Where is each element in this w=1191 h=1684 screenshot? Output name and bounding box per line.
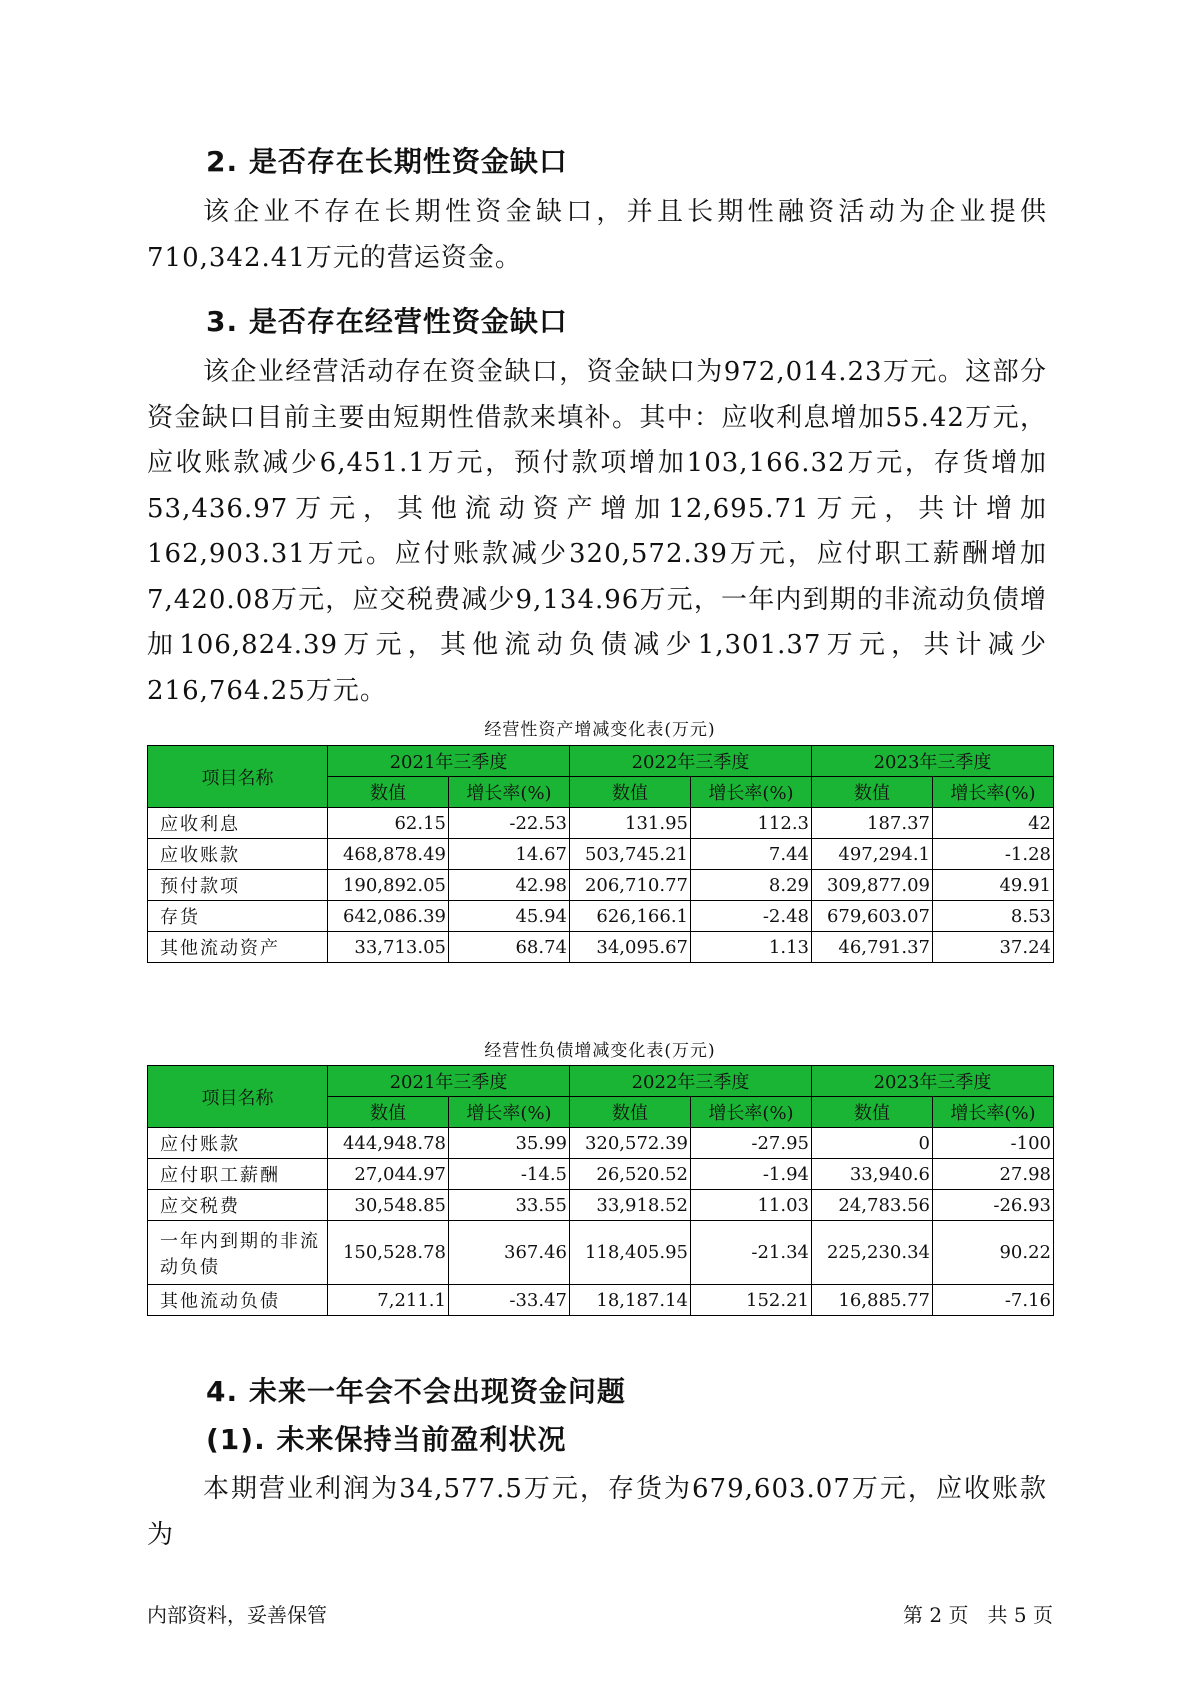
cell: 1.13 <box>691 932 812 963</box>
cell: 16,885.77 <box>812 1285 933 1316</box>
header-item-name: 项目名称 <box>148 746 328 808</box>
cell: 26,520.52 <box>570 1159 691 1190</box>
cell: 0 <box>812 1128 933 1159</box>
table-row <box>148 1159 1054 1190</box>
cell: -26.93 <box>933 1190 1054 1221</box>
cell: 150,528.78 <box>328 1221 449 1285</box>
cell: 497,294.1 <box>812 839 933 870</box>
section-2-body: 该企业不存在长期性资金缺口，并且长期性融资活动为企业提供710,342.41万元的营运资金。 <box>147 197 1047 273</box>
cell: 679,603.07 <box>812 901 933 932</box>
cell: 118,405.95 <box>570 1221 691 1285</box>
cell: 14.67 <box>449 839 570 870</box>
cell: 112.3 <box>691 808 812 839</box>
cell: 35.99 <box>449 1128 570 1159</box>
cell: 62.15 <box>328 808 449 839</box>
header-growth: 增长率(%) <box>933 777 1054 808</box>
header-value: 数值 <box>328 777 449 808</box>
cell: 33,940.6 <box>812 1159 933 1190</box>
row-name: 应收账款 <box>148 839 328 870</box>
assets-table-caption: 经营性资产增减变化表(万元) <box>484 720 716 740</box>
cell: -27.95 <box>691 1128 812 1159</box>
table-row <box>148 808 1054 839</box>
cell: 45.94 <box>449 901 570 932</box>
cell: 468,878.49 <box>328 839 449 870</box>
table-row <box>148 901 1054 932</box>
cell: -1.28 <box>933 839 1054 870</box>
cell: 11.03 <box>691 1190 812 1221</box>
header-period-2021: 2021年三季度 <box>328 746 570 777</box>
row-name: 其他流动负债 <box>148 1285 328 1316</box>
header-growth: 增长率(%) <box>449 777 570 808</box>
header-value: 数值 <box>812 777 933 808</box>
header-item-name: 项目名称 <box>148 1066 328 1128</box>
row-name: 应付账款 <box>148 1128 328 1159</box>
cell: -33.47 <box>449 1285 570 1316</box>
cell: 8.29 <box>691 870 812 901</box>
header-growth: 增长率(%) <box>691 777 812 808</box>
cell: 225,230.34 <box>812 1221 933 1285</box>
header-growth: 增长率(%) <box>933 1097 1054 1128</box>
cell: -22.53 <box>449 808 570 839</box>
cell: -7.16 <box>933 1285 1054 1316</box>
table-row <box>148 870 1054 901</box>
cell: 7,211.1 <box>328 1285 449 1316</box>
cell: 42 <box>933 808 1054 839</box>
liabilities-table-caption: 经营性负债增减变化表(万元) <box>484 1041 716 1061</box>
cell: 206,710.77 <box>570 870 691 901</box>
footer-confidential: 内部资料，妥善保管 <box>147 1603 327 1627</box>
table-row <box>148 1221 1054 1285</box>
cell: 34,095.67 <box>570 932 691 963</box>
header-value: 数值 <box>570 777 691 808</box>
row-name: 存货 <box>148 901 328 932</box>
cell: 367.46 <box>449 1221 570 1285</box>
cell: -14.5 <box>449 1159 570 1190</box>
section-4-subheading: (1). 未来保持当前盈利状况 <box>206 1423 567 1456</box>
header-period-2023: 2023年三季度 <box>812 1066 1054 1097</box>
table-row <box>148 1128 1054 1159</box>
section-2-heading: 2. 是否存在长期性资金缺口 <box>206 145 568 178</box>
cell: 642,086.39 <box>328 901 449 932</box>
table-row <box>148 839 1054 870</box>
section-3-heading: 3. 是否存在经营性资金缺口 <box>206 305 568 338</box>
cell: 49.91 <box>933 870 1054 901</box>
row-name: 应付职工薪酬 <box>148 1159 328 1190</box>
header-growth: 增长率(%) <box>449 1097 570 1128</box>
row-name: 预付款项 <box>148 870 328 901</box>
cell: 90.22 <box>933 1221 1054 1285</box>
table-row <box>148 1190 1054 1221</box>
cell: -2.48 <box>691 901 812 932</box>
cell: 444,948.78 <box>328 1128 449 1159</box>
section-4-body: 本期营业利润为34,577.5万元，存货为679,603.07万元，应收账款为 <box>147 1474 1047 1550</box>
cell: 33.55 <box>449 1190 570 1221</box>
header-period-2022: 2022年三季度 <box>570 1066 812 1097</box>
cell: 503,745.21 <box>570 839 691 870</box>
section-4-heading: 4. 未来一年会不会出现资金问题 <box>206 1375 626 1408</box>
header-period-2021: 2021年三季度 <box>328 1066 570 1097</box>
table-row <box>148 1285 1054 1316</box>
row-name: 其他流动资产 <box>148 932 328 963</box>
cell: 8.53 <box>933 901 1054 932</box>
assets-table <box>147 745 1054 963</box>
cell: -21.34 <box>691 1221 812 1285</box>
header-growth: 增长率(%) <box>691 1097 812 1128</box>
cell: 320,572.39 <box>570 1128 691 1159</box>
section-3-body: 该企业经营活动存在资金缺口，资金缺口为972,014.23万元。这部分资金缺口目前主要由短期性借款来填补。其中：应收利息增加55.42万元，应收账款减少6,451.1万元，预付款项增加103,166.32万元，存货增加53,436.97万元，其他流动资产增加12,695.71万元，共计增加162,903.31万元。应付账款减少320,572.39万元，应付职工薪酬增加7,420.08万元，应交税费减少9,134.96万元，一年内到期的非流动负债增加106,824.39万元，其他流动负债减少1,301.37万元，共计减少216,764.25万元。 <box>147 357 1047 706</box>
cell: 33,713.05 <box>328 932 449 963</box>
row-name: 应交税费 <box>148 1190 328 1221</box>
header-period-2022: 2022年三季度 <box>570 746 812 777</box>
cell: 37.24 <box>933 932 1054 963</box>
cell: 7.44 <box>691 839 812 870</box>
cell: 24,783.56 <box>812 1190 933 1221</box>
cell: 309,877.09 <box>812 870 933 901</box>
cell: 190,892.05 <box>328 870 449 901</box>
cell: 33,918.52 <box>570 1190 691 1221</box>
table-row <box>148 932 1054 963</box>
header-value: 数值 <box>812 1097 933 1128</box>
cell: -100 <box>933 1128 1054 1159</box>
cell: 68.74 <box>449 932 570 963</box>
header-value: 数值 <box>328 1097 449 1128</box>
cell: 131.95 <box>570 808 691 839</box>
header-value: 数值 <box>570 1097 691 1128</box>
header-period-2023: 2023年三季度 <box>812 746 1054 777</box>
cell: 187.37 <box>812 808 933 839</box>
cell: 27,044.97 <box>328 1159 449 1190</box>
cell: 152.21 <box>691 1285 812 1316</box>
row-name: 一年内到期的非流动负债 <box>148 1221 328 1285</box>
cell: -1.94 <box>691 1159 812 1190</box>
cell: 18,187.14 <box>570 1285 691 1316</box>
cell: 46,791.37 <box>812 932 933 963</box>
cell: 30,548.85 <box>328 1190 449 1221</box>
cell: 626,166.1 <box>570 901 691 932</box>
liabilities-table <box>147 1065 1054 1316</box>
row-name: 应收利息 <box>148 808 328 839</box>
footer-page-number: 第 2 页 共 5 页 <box>903 1603 1053 1627</box>
cell: 42.98 <box>449 870 570 901</box>
cell: 27.98 <box>933 1159 1054 1190</box>
